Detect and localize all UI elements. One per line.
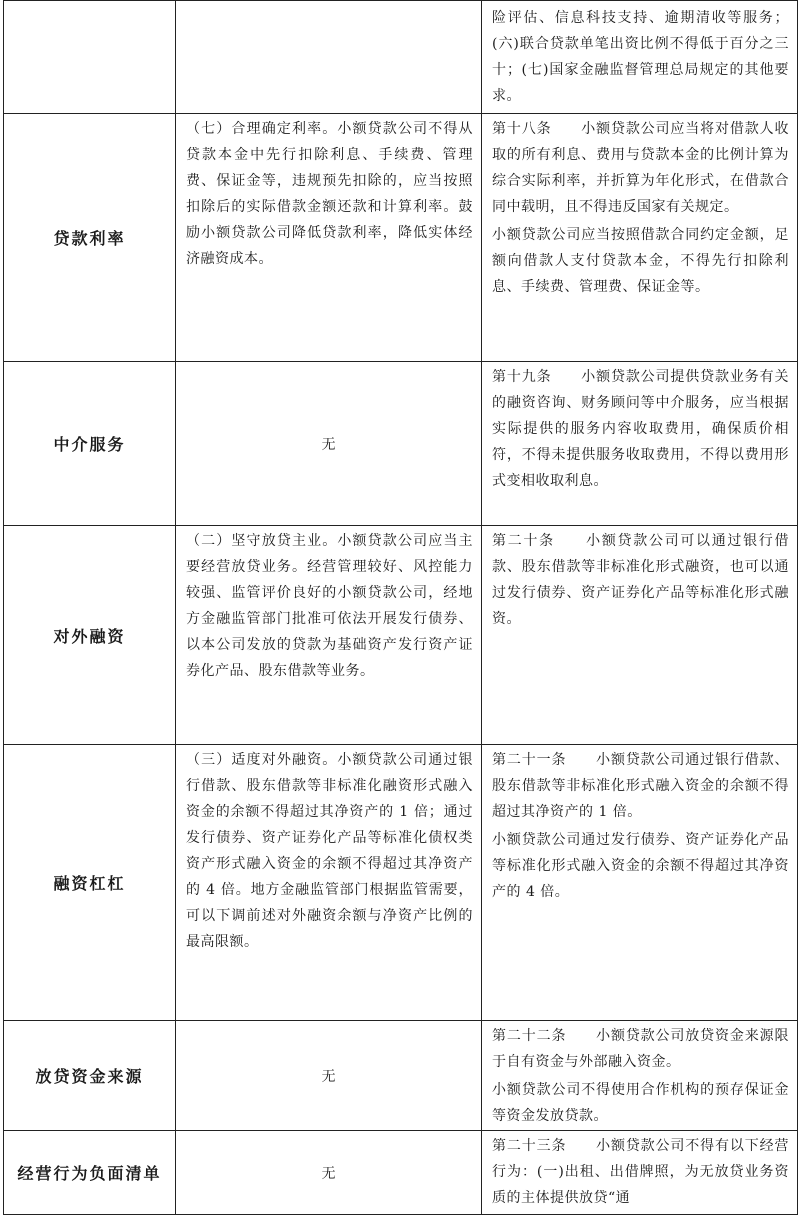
new-provision-text: 第二十条 小额贷款公司可以通过银行借款、股东借款等非标准化形式融资，也可以通过发行债券、资产证券化产品等标准化形式融资。 (492, 533, 789, 627)
old-provision-cell (176, 114, 482, 362)
new-provision-text: 小额贷款公司不得使用合作机构的预存保证金等资金发放贷款。 (492, 1082, 789, 1124)
old-provision-text: （三）适度对外融资。小额贷款公司通过银行借款、股东借款等非标准化融资形式融入资金的余额不得超过其净资产的 1 倍；通过发行债券、资产证券化产品等标准化债权类资产形式融入资金的余额不得超过其净资产的 4 倍。地方金融监管部门根据监管需要，可以下调前述对外融资余额与净资产比例的最高限额。 (186, 752, 473, 950)
table-row (4, 745, 798, 1021)
topic-cell: 贷款利率 (4, 114, 176, 362)
table-row (4, 1, 798, 114)
topic-cell: 放贷资金来源 (4, 1021, 176, 1131)
old-provision-cell: 无 (176, 1021, 482, 1131)
old-provision-cell: 无 (176, 362, 482, 526)
new-provision-cell (482, 1, 798, 114)
old-provision-cell (176, 526, 482, 745)
new-provision-text: 第二十二条 小额贷款公司放贷资金来源限于自有资金与外部融入资金。 (492, 1028, 789, 1070)
new-provision-text: 小额贷款公司通过发行债券、资产证券化产品等标准化形式融入资金的余额不得超过其净资产的 4 倍。 (492, 832, 789, 900)
old-provision-cell (176, 745, 482, 1021)
new-provision-text: 第二十一条 小额贷款公司通过银行借款、股东借款等非标准化形式融入资金的余额不得超过其净资产的 1 倍。 (492, 752, 789, 820)
topic-cell: 中介服务 (4, 362, 176, 526)
topic-cell: 融资杠杠 (4, 745, 176, 1021)
table-row (4, 114, 798, 362)
topic-cell (4, 1, 176, 114)
new-provision-text: 第十九条 小额贷款公司提供贷款业务有关的融资咨询、财务顾问等中介服务，应当根据实际提供的服务内容收取费用，确保质价相符，不得未提供服务收取费用，不得以费用形式变相收取利息。 (492, 369, 789, 489)
new-provision-text: 第二十三条 小额贷款公司不得有以下经营行为：(一)出租、出借牌照，为无放贷业务资质的主体提供放贷“通 (492, 1138, 789, 1206)
old-provision-cell (176, 1, 482, 114)
new-provision-cell (482, 362, 798, 526)
topic-cell: 经营行为负面清单 (4, 1131, 176, 1215)
regulation-comparison-table (3, 0, 798, 1215)
old-provision-text: （二）坚守放贷主业。小额贷款公司应当主要经营放贷业务。经营管理较好、风控能力较强、监管评价良好的小额贷款公司，经地方金融监管部门批准可依法开展发行债券、以本公司发放的贷款为基础资产发行资产证券化产品、股东借款等业务。 (186, 533, 473, 679)
new-provision-text: 第十八条 小额贷款公司应当将对借款人收取的所有利息、费用与贷款本金的比例计算为综合实际利率，并折算为年化形式，在借款合同中载明，且不得违反国家有关规定。 (492, 121, 789, 215)
new-provision-cell (482, 1021, 798, 1131)
table-row (4, 526, 798, 745)
topic-cell: 对外融资 (4, 526, 176, 745)
old-provision-cell: 无 (176, 1131, 482, 1215)
new-provision-cell (482, 114, 798, 362)
new-provision-cell (482, 526, 798, 745)
table-row (4, 1021, 798, 1131)
new-provision-text: 小额贷款公司应当按照借款合同约定金额，足额向借款人支付贷款本金，不得先行扣除利息、手续费、管理费、保证金等。 (492, 227, 789, 295)
table-row (4, 1131, 798, 1215)
new-provision-cell (482, 745, 798, 1021)
new-provision-cell (482, 1131, 798, 1215)
table-row (4, 362, 798, 526)
old-provision-text: （七）合理确定利率。小额贷款公司不得从贷款本金中先行扣除利息、手续费、管理费、保证金等，违规预先扣除的，应当按照扣除后的实际借款金额还款和计算利率。鼓励小额贷款公司降低贷款利率，降低实体经济融资成本。 (186, 121, 473, 267)
new-provision-text: 险评估、信息科技支持、逾期清收等服务；(六)联合贷款单笔出资比例不得低于百分之三十；(七)国家金融监督管理总局规定的其他要求。 (492, 10, 789, 104)
